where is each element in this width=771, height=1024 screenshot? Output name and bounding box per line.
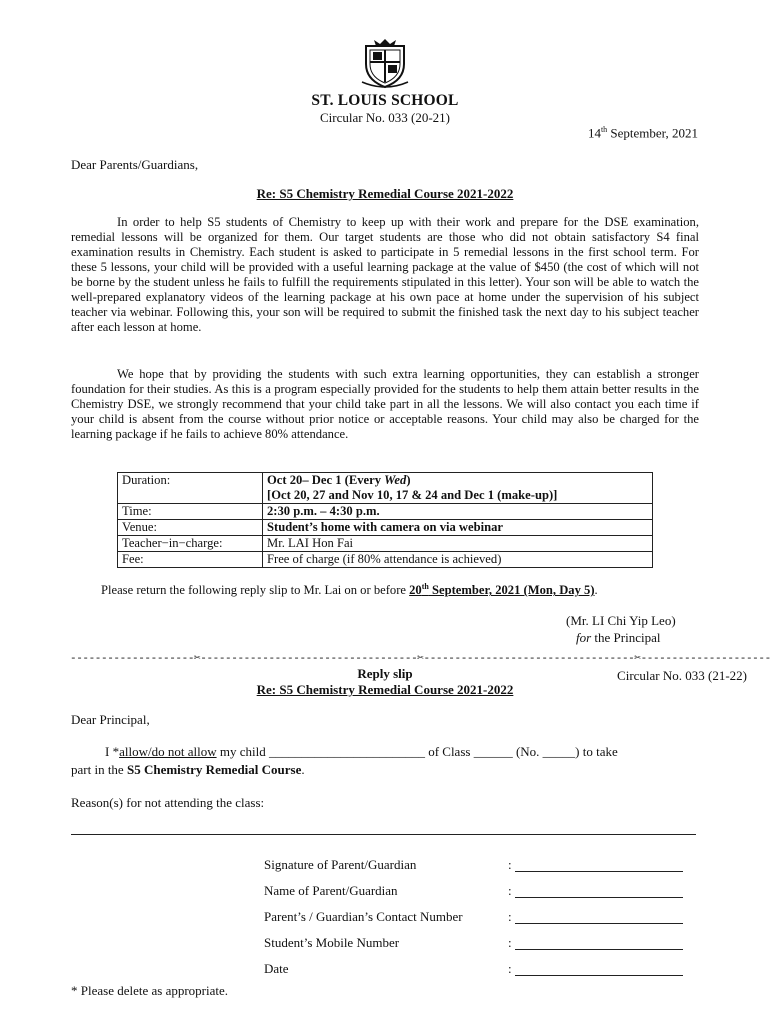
school-crest-icon bbox=[360, 38, 410, 90]
consent-choice[interactable]: allow/do not allow bbox=[119, 744, 217, 759]
consent-b[interactable]: my child ________________________ of Class ______ (No. _____) to take bbox=[216, 744, 618, 759]
field-colon: : bbox=[508, 935, 512, 950]
cut-line-scissors-icon: --------------------✂-----------------------------------✂----------------------------------✂--------------------- bbox=[70, 653, 771, 665]
fee-label: Fee: bbox=[118, 552, 263, 568]
field-label: Parent’s / Guardian’s Contact Number bbox=[264, 909, 463, 924]
field-blank[interactable] bbox=[515, 923, 683, 924]
date-field[interactable] bbox=[264, 961, 684, 979]
course-details-table bbox=[117, 472, 653, 568]
deadline-rest: September, 2021 (Mon, Day 5) bbox=[428, 583, 595, 598]
field-colon: : bbox=[508, 883, 512, 898]
field-colon: : bbox=[508, 909, 512, 924]
duration-value-a: Oct 20– Dec 1 (Every bbox=[267, 473, 385, 487]
body-paragraph-2 bbox=[71, 367, 699, 442]
date-suffix: th bbox=[600, 125, 608, 134]
duration-value-day: Wed bbox=[384, 473, 407, 487]
role-text: the Principal bbox=[591, 630, 661, 645]
consent-line-1[interactable] bbox=[105, 744, 699, 760]
date-day: 14 bbox=[587, 125, 601, 141]
letter-date bbox=[588, 125, 698, 141]
signature-field[interactable] bbox=[264, 857, 684, 875]
table-row-time bbox=[118, 504, 653, 520]
field-blank[interactable] bbox=[515, 975, 683, 976]
student-mobile-field[interactable] bbox=[264, 935, 684, 953]
date-rest: September, 2021 bbox=[607, 125, 698, 141]
paragraph-2-text: We hope that by providing the students with such extra learning opportunities, they can establish a stronger foundation for their studies. As this is a program especially provided for the students to help them attain better results in the Chemistry DSE, we strongly recommend that your child take part in all the lessons. We will also contact you each time if your child is absent from the course without prior notice or acceptable reasons. Your child may also be charged for the learning package if he fails to achieve 80% attendance. bbox=[71, 367, 699, 441]
teacher-value: Mr. LAI Hon Fai bbox=[263, 536, 653, 552]
field-blank[interactable] bbox=[515, 897, 683, 898]
field-colon: : bbox=[508, 857, 512, 872]
teacher-label: Teacher−in−charge: bbox=[118, 536, 263, 552]
field-blank[interactable] bbox=[515, 949, 683, 950]
time-value: 2:30 p.m. – 4:30 p.m. bbox=[263, 504, 653, 520]
field-label: Signature of Parent/Guardian bbox=[264, 857, 417, 872]
reply-subject: Re: S5 Chemistry Remedial Course 2021-2022 bbox=[256, 682, 514, 697]
reason-label: Reason(s) for not attending the class: bbox=[71, 795, 265, 810]
duration-value-b: ) bbox=[406, 473, 411, 487]
field-blank[interactable] bbox=[515, 871, 683, 872]
school-name: ST. LOUIS SCHOOL bbox=[311, 92, 459, 109]
deadline-suffix: th bbox=[421, 582, 429, 591]
for-word: for bbox=[576, 630, 592, 645]
footnote: * Please delete as appropriate. bbox=[71, 983, 229, 998]
paragraph-1-text: In order to help S5 students of Chemistry to keep up with their work and prepare for the DSE examination, remedial lessons will be organized for them. Our target students are those who did not obtain satisfactory S4 final examination results in Chemistry. Each student is asked to participate in 5 remedial lessons in the first school term. For these 5 lessons, your child will be provided with a useful learning package at the value of $450 (the cost of which will not be borne by the student unless he fails to fulfill the requirements stipulated in this letter). Your son will be able to watch the well-prepared explanatory videos of the learning package at his own pace at home under the supervision of his subject teacher via webinar. Following this, your son will be required to submit the finished task the next day to his subject teacher after each lesson at home. bbox=[71, 215, 699, 334]
consent-line2-a: part in the bbox=[71, 762, 127, 777]
duration-value-line2: [Oct 20, 27 and Nov 10, 17 & 24 and Dec 1 (make-up)] bbox=[267, 488, 558, 502]
field-colon: : bbox=[508, 961, 512, 976]
table-row-fee bbox=[118, 552, 653, 568]
field-label: Date bbox=[264, 961, 289, 976]
return-end: . bbox=[594, 583, 598, 598]
letter-subject: Re: S5 Chemistry Remedial Course 2021-2022 bbox=[256, 186, 514, 201]
signer-name: (Mr. LI Chi Yip Leo) bbox=[566, 613, 676, 628]
contact-number-field[interactable] bbox=[264, 909, 684, 927]
consent-line-2 bbox=[71, 762, 305, 778]
reason-input-line[interactable] bbox=[71, 834, 696, 835]
consent-a: I * bbox=[105, 744, 120, 759]
table-row-teacher bbox=[118, 536, 653, 552]
signer-role bbox=[576, 630, 661, 646]
venue-value: Student’s home with camera on via webinar bbox=[263, 520, 653, 536]
reply-circular-number: Circular No. 033 (21-22) bbox=[617, 668, 747, 683]
table-row-duration bbox=[118, 473, 653, 504]
duration-label: Duration: bbox=[118, 473, 263, 504]
field-label: Student’s Mobile Number bbox=[264, 935, 400, 950]
circular-number: Circular No. 033 (20-21) bbox=[320, 110, 450, 125]
fee-value: Free of charge (if 80% attendance is achieved) bbox=[263, 552, 653, 568]
consent-line2-b: . bbox=[301, 762, 305, 777]
return-prefix: Please return the following reply slip to Mr. Lai on or before bbox=[101, 583, 410, 598]
duration-value bbox=[263, 473, 653, 504]
reply-slip-title: Reply slip bbox=[357, 666, 413, 681]
parent-name-field[interactable] bbox=[264, 883, 684, 901]
body-paragraph-1 bbox=[71, 215, 699, 335]
field-label: Name of Parent/Guardian bbox=[264, 883, 398, 898]
table-row-venue bbox=[118, 520, 653, 536]
venue-label: Venue: bbox=[118, 520, 263, 536]
reply-salutation: Dear Principal, bbox=[71, 712, 150, 727]
return-deadline bbox=[409, 583, 594, 597]
course-name: S5 Chemistry Remedial Course bbox=[126, 762, 302, 777]
deadline-day: 20 bbox=[409, 583, 422, 598]
salutation: Dear Parents/Guardians, bbox=[71, 157, 199, 172]
return-instruction bbox=[101, 582, 598, 598]
time-label: Time: bbox=[118, 504, 263, 520]
